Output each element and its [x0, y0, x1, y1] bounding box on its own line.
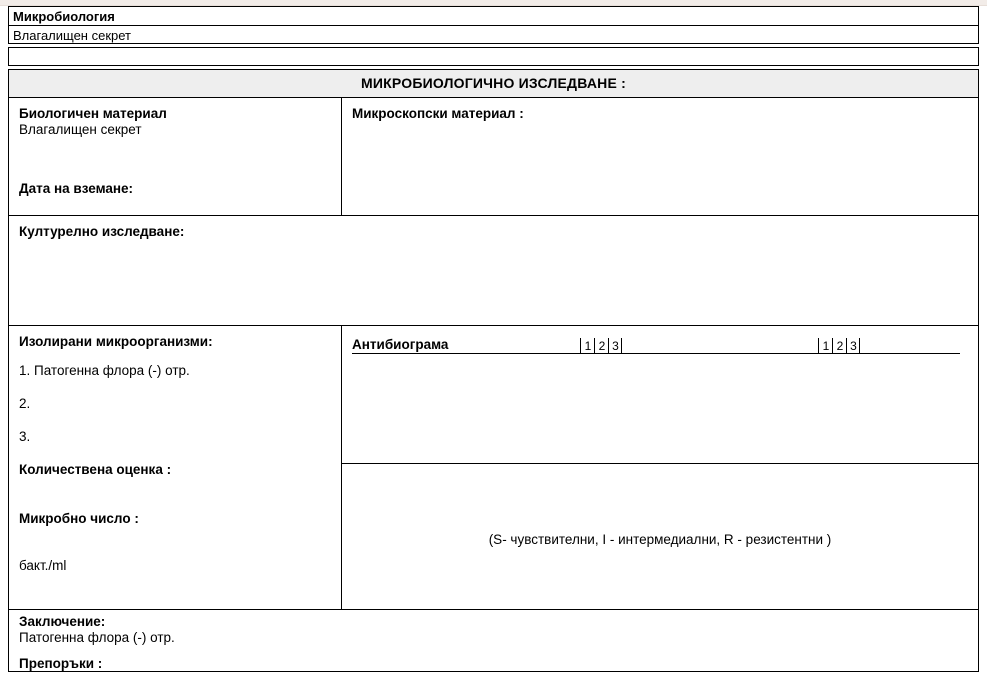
section-title: Микробиология: [8, 6, 979, 25]
row-material: [9, 98, 978, 216]
cell-microscopic-material: [342, 98, 978, 216]
row-cultural: [9, 216, 978, 326]
column-number: 2: [594, 338, 608, 354]
cell-antibiogram-legend: [342, 464, 978, 608]
report-grid: [8, 97, 979, 610]
row-isolated-antibiogram: [9, 326, 978, 609]
cultural-study-label: Културелно изследване:: [19, 224, 185, 239]
antibiogram-rule-left: [622, 338, 818, 354]
list-item: 1. Патогенна флора (-) отр.: [19, 363, 190, 378]
microbial-number-label: Микробно число :: [19, 511, 139, 526]
antibiogram-rule-right: [860, 338, 960, 354]
isolated-label: Изолирани микроорганизми:: [19, 334, 213, 349]
biological-material-value: Влагалищен секрет: [19, 122, 142, 137]
cell-biological-material: [9, 98, 342, 216]
empty-row: [8, 47, 979, 66]
antibiogram-column: [342, 326, 978, 609]
conclusion-value: Патогенна флора (-) отр.: [19, 630, 175, 645]
antibiogram-header: [352, 334, 968, 354]
antibiogram-columns-right: [818, 338, 860, 354]
cell-isolated-microorganisms: [9, 326, 342, 609]
cell-antibiogram: [342, 326, 978, 464]
column-number: 2: [832, 338, 846, 354]
quantitative-label: Количествена оценка :: [19, 462, 172, 477]
microbial-units: бакт./ml: [19, 558, 67, 573]
isolated-list: [19, 363, 331, 444]
column-number: 3: [846, 338, 860, 354]
column-number: 1: [818, 338, 832, 354]
report-title: МИКРОБИОЛОГИЧНО ИЗСЛЕДВАНЕ :: [8, 69, 979, 97]
list-item: 3.: [19, 429, 31, 444]
sampling-date-label: Дата на вземане:: [19, 181, 134, 196]
legend-text: (S- чувствителни, I - интермедиални, R - резистентни ): [488, 532, 832, 547]
microbiology-report: [8, 6, 979, 672]
sample-name-row: Влагалищен секрет: [8, 25, 979, 44]
recommendations-label: Препоръки :: [19, 656, 103, 671]
column-number: 1: [580, 338, 594, 354]
antibiogram-columns-left: [580, 338, 622, 354]
biological-material-label: Биологичен материал: [19, 106, 167, 121]
list-item: 2.: [19, 396, 31, 411]
conclusion-block: [8, 610, 979, 672]
microscopic-material-label: Микроскопски материал :: [352, 106, 524, 121]
antibiogram-label: Антибиограма: [352, 337, 580, 354]
column-number: 3: [608, 338, 622, 354]
conclusion-label: Заключение:: [19, 614, 106, 629]
cell-cultural-study: [9, 216, 978, 326]
